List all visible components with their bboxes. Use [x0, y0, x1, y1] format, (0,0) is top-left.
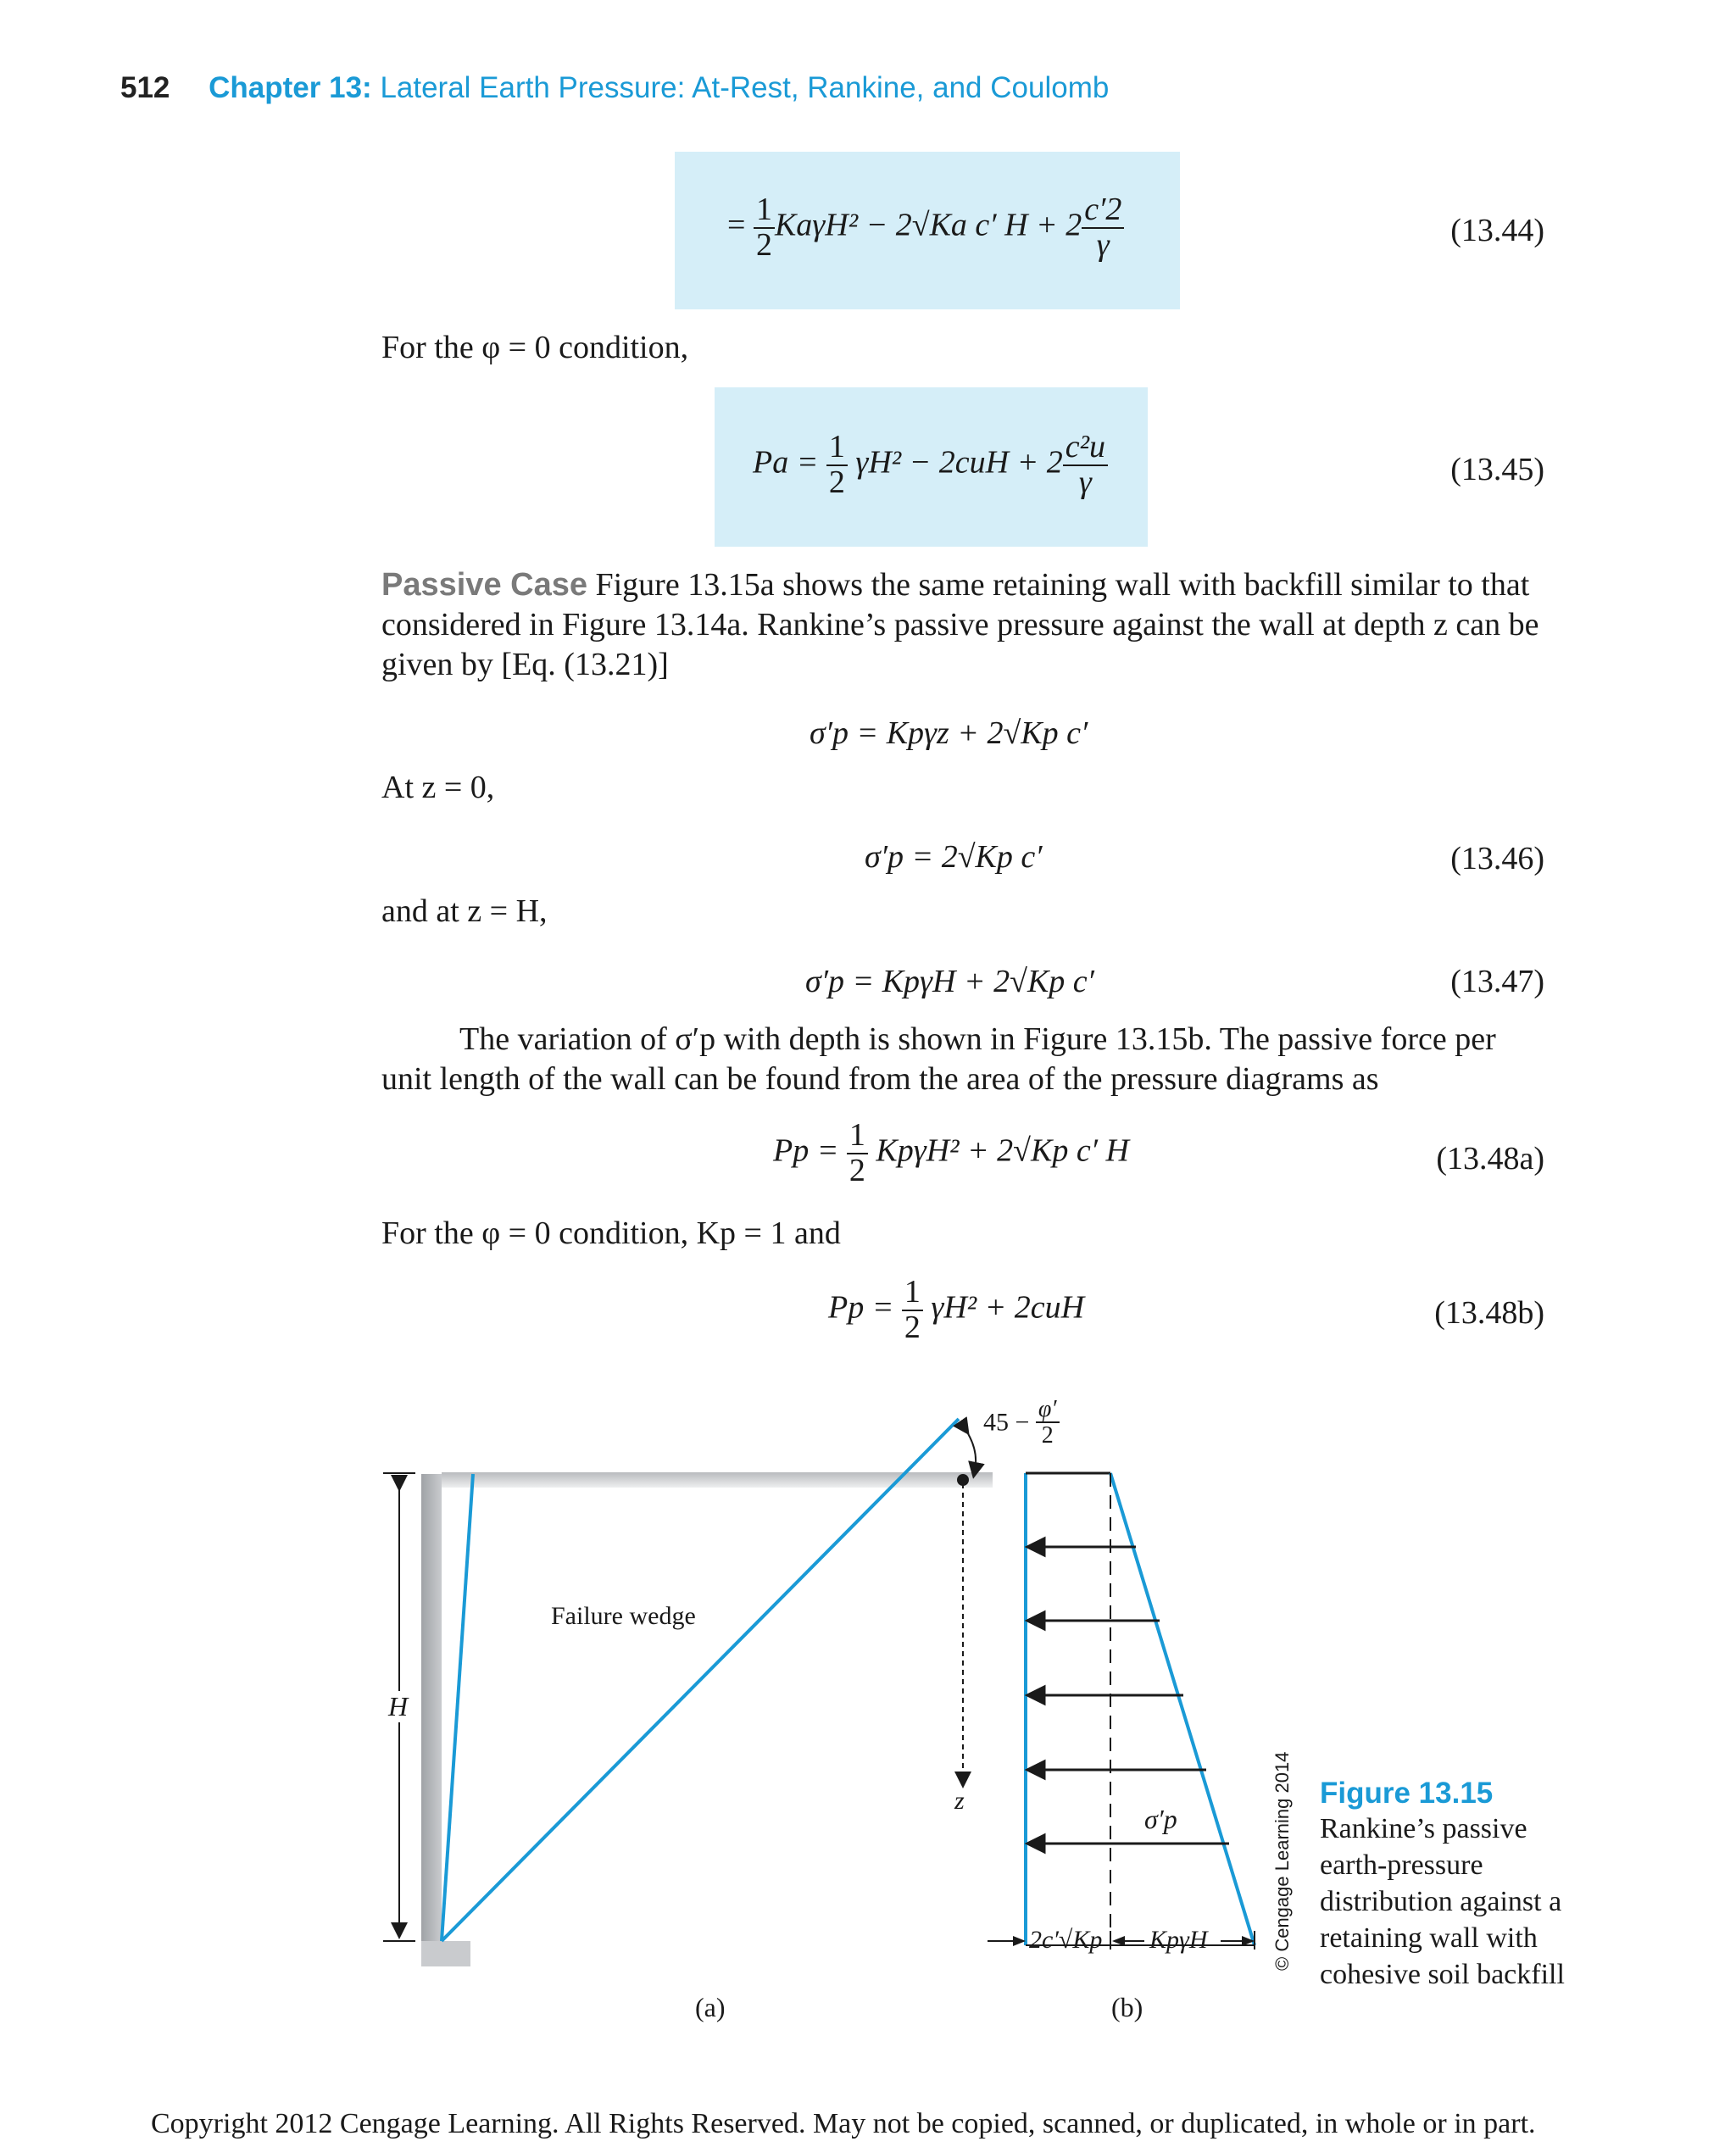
running-header: [120, 71, 1109, 105]
arrow-head: [1027, 1835, 1044, 1852]
pressure-arrows: [1027, 1538, 1229, 1852]
figure-caption: [1320, 1777, 1566, 1993]
copyright-credit-vertical: © Cengage Learning 2014: [1271, 1751, 1293, 1971]
angle-arc: [965, 1428, 976, 1471]
arrow-head: [1027, 1761, 1044, 1778]
dim-kp-label: KpγH: [1149, 1926, 1208, 1954]
frac-den: 2: [904, 1309, 921, 1345]
frac-den: 2: [1041, 1422, 1054, 1449]
equation-13-46: σ′p = 2√Kp c′: [865, 839, 1043, 875]
caption-title: Figure 13.15: [1320, 1777, 1494, 1810]
passive-case-paragraph: [381, 565, 1544, 685]
eq-lhs: =: [727, 207, 746, 243]
eq-lhs: Pp =: [828, 1289, 894, 1326]
chapter-title: Lateral Earth Pressure: At-Rest, Rankine, and Coulomb: [380, 71, 1110, 104]
eq-term: KaγH² − 2√Ka c′ H + 2: [774, 207, 1082, 243]
failure-plane-line: [442, 1419, 959, 1941]
frac-den: 2: [755, 226, 772, 263]
passive-case-heading: Passive Case: [381, 567, 587, 603]
equation-13-47: σ′p = KpγH + 2√Kp c′: [805, 964, 1094, 999]
fraction-cu-gamma: [1063, 431, 1108, 500]
and-at-z-h-text: and at z = H,: [381, 893, 548, 929]
ground-surface: [442, 1472, 993, 1488]
equation-number-13-48a: (13.48a): [1436, 1141, 1544, 1176]
frac-den: γ: [1078, 464, 1092, 500]
phi-condition-text: For the φ = 0 condition,: [381, 330, 689, 365]
wall-backface-line: [442, 1474, 473, 1941]
phi-condition-kp-text: For the φ = 0 condition, Kp = 1 and: [381, 1215, 841, 1251]
equation-13-44: [727, 193, 1124, 263]
subfigure-b-label: (b): [1111, 1992, 1143, 2022]
arrow-head: [1027, 1612, 1044, 1629]
equation-13-48b: [828, 1276, 1084, 1345]
retaining-wall: [421, 1474, 442, 1945]
h-label: H: [388, 1691, 409, 1721]
eq-term: γH² − 2cuH + 2: [855, 444, 1063, 481]
equation-number-13-46: (13.46): [1450, 841, 1544, 876]
subfigure-a-label: (a): [695, 1992, 726, 2022]
z-label: z: [954, 1787, 965, 1815]
frac-num: 1: [847, 1119, 868, 1154]
arrow-head: [1027, 1538, 1044, 1555]
chapter-label: Chapter 13:: [209, 71, 372, 104]
variation-paragraph: The variation of σ′p with depth is shown in Figure 13.15b. The passive force per unit length of the wall can be found from the area of the pressure diagrams as: [381, 1021, 1496, 1097]
equation-number-13-47: (13.47): [1450, 964, 1544, 999]
eq-term: KpγH² + 2√Kp c′ H: [876, 1132, 1129, 1169]
frac-num: c′2: [1082, 193, 1124, 229]
equation-number-13-48b: (13.48b): [1434, 1295, 1544, 1331]
frac-den: γ: [1096, 226, 1110, 263]
frac-num: 1: [902, 1276, 923, 1311]
frac-num: c²u: [1063, 431, 1108, 466]
equation-13-48a: [773, 1119, 1129, 1188]
at-z-zero-text: At z = 0,: [381, 770, 495, 805]
sigma-p-label: σ′p: [1144, 1804, 1177, 1834]
equation-13-45: [753, 431, 1108, 500]
wall-base: [421, 1941, 470, 1966]
page-number: 512: [120, 71, 170, 104]
eq-lhs: Pa =: [753, 444, 819, 481]
equation-sigma-p-general: σ′p = Kpγz + 2√Kp c′: [810, 715, 1088, 751]
dim-2c-label: 2c′√Kp: [1029, 1926, 1103, 1954]
eq-term: γH² + 2cuH: [931, 1289, 1085, 1326]
angle-label-text: 45 −: [983, 1408, 1030, 1437]
frac-den: 2: [828, 464, 845, 500]
frac-num: 1: [826, 431, 848, 466]
dim-2c-arrowhead: [1013, 1936, 1026, 1946]
frac-num: φ′: [1036, 1397, 1060, 1423]
equation-number-13-44: (13.44): [1450, 213, 1544, 248]
caption-text: Rankine’s passive earth-pressure distribution against a retaining wall with cohesive soil backfill: [1320, 1813, 1565, 1990]
angle-fraction: [1036, 1397, 1060, 1449]
frac-num: 1: [754, 193, 775, 229]
fraction-half: [902, 1276, 923, 1345]
passive-case-text: Figure 13.15a shows the same retaining wall with backfill similar to that considered in Figure 13.14a. Rankine’s passive pressure against the wall at depth z can be given by [Eq. (13.21)]: [381, 567, 1539, 682]
copyright-footer: Copyright 2012 Cengage Learning. All Rights Reserved. May not be copied, scanned, or duplicated, in whole or in part.: [151, 2108, 1536, 2139]
angle-label: [983, 1397, 1060, 1449]
eq-lhs: Pp =: [773, 1132, 839, 1169]
failure-wedge-label: Failure wedge: [551, 1602, 696, 1630]
arrow-head: [1027, 1687, 1044, 1704]
fraction-half: [826, 431, 848, 500]
frac-den: 2: [849, 1152, 865, 1188]
fraction-c-gamma: [1082, 193, 1124, 263]
fraction-half: [754, 193, 775, 263]
pressure-diagram-slope: [1110, 1473, 1255, 1945]
equation-number-13-45: (13.45): [1450, 452, 1544, 487]
fraction-half: [847, 1119, 868, 1188]
